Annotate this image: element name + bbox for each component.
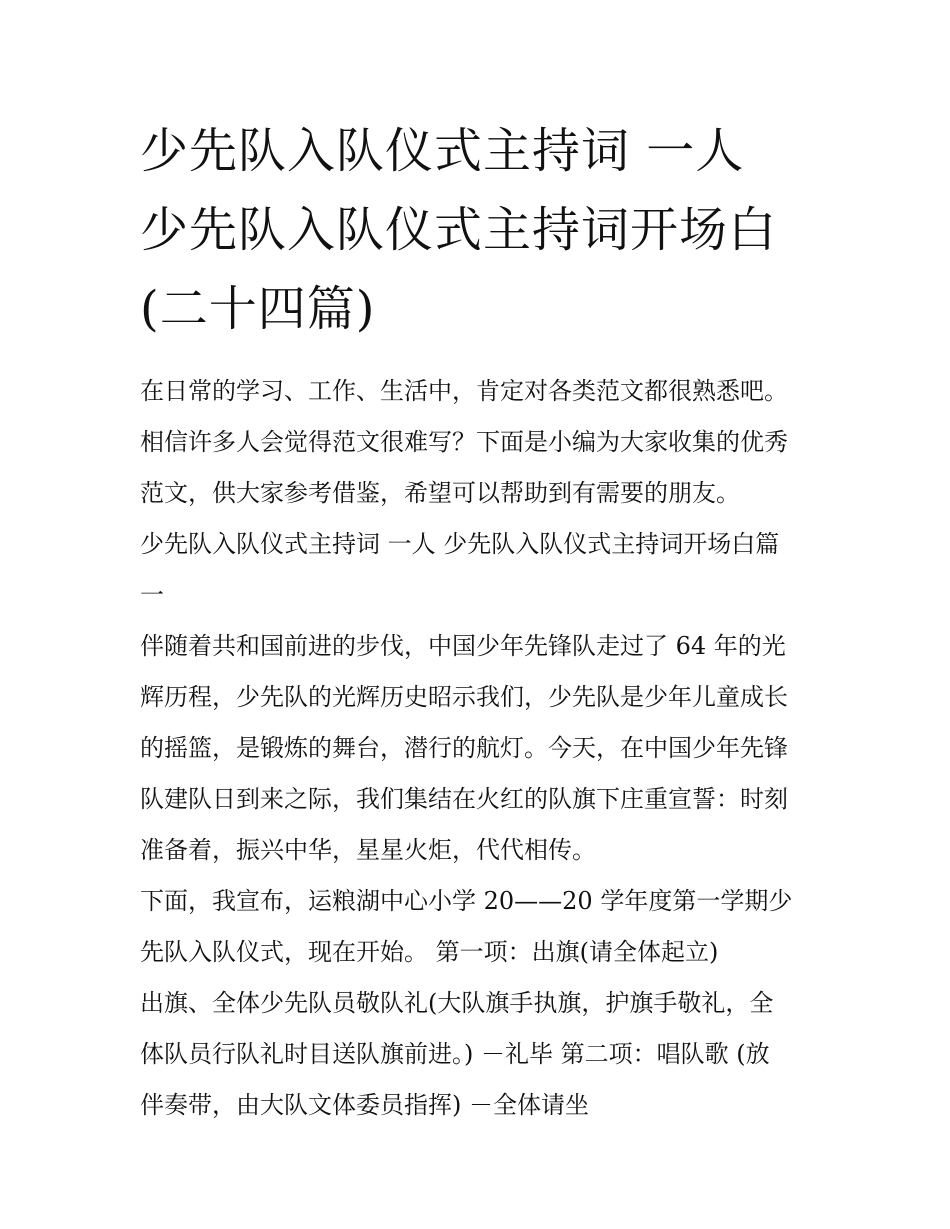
body-paragraph [140,621,830,876]
text-line: 体队员行队礼时目送队旗前进。) －礼毕 第二项：唱队歌 (放 [140,1040,770,1068]
title-line: 少先队入队仪式主持词 一人 [140,123,745,179]
title-line: (二十四篇) [140,281,376,337]
text-line: 伴奏带，由大队文体委员指挥) －全体请坐 [140,1091,589,1119]
text-line: 出旗、全体少先队员敬队礼(大队旗手执旗，护旗手敬礼，全 [140,989,774,1017]
title-line: 少先队入队仪式主持词开场白 [140,202,778,258]
text-line: 一 [140,581,164,609]
document-body [140,366,830,1131]
text-line: 先队入队仪式，现在开始。 第一项：出旗(请全体起立) [140,938,719,966]
document-page [140,112,830,1131]
text-line: 范文，供大家参考借鉴，希望可以帮助到有需要的朋友。 [140,479,740,507]
body-paragraph [140,978,830,1131]
document-title [140,112,830,349]
text-line: 少先队入队仪式主持词 一人 少先队入队仪式主持词开场白篇 [140,530,780,558]
text-line: 准备着，振兴中华，星星火炬，代代相传。 [140,836,596,864]
intro-paragraph [140,366,830,519]
body-paragraph [140,876,830,978]
text-line: 下面，我宣布，运粮湖中心小学 20——20 学年度第一学期少 [140,887,793,915]
text-line: 伴随着共和国前进的步伐，中国少年先锋队走过了 64 年的光 [140,632,786,660]
text-line: 辉历程，少先队的光辉历史昭示我们，少先队是少年儿童成长 [140,683,788,711]
section-heading [140,519,830,621]
text-line: 在日常的学习、工作、生活中，肯定对各类范文都很熟悉吧。 [140,377,788,405]
text-line: 相信许多人会觉得范文很难写？下面是小编为大家收集的优秀 [140,428,788,456]
text-line: 队建队日到来之际，我们集结在火红的队旗下庄重宣誓：时刻 [140,785,788,813]
text-line: 的摇篮，是锻炼的舞台，潜行的航灯。今天，在中国少年先锋 [140,734,788,762]
